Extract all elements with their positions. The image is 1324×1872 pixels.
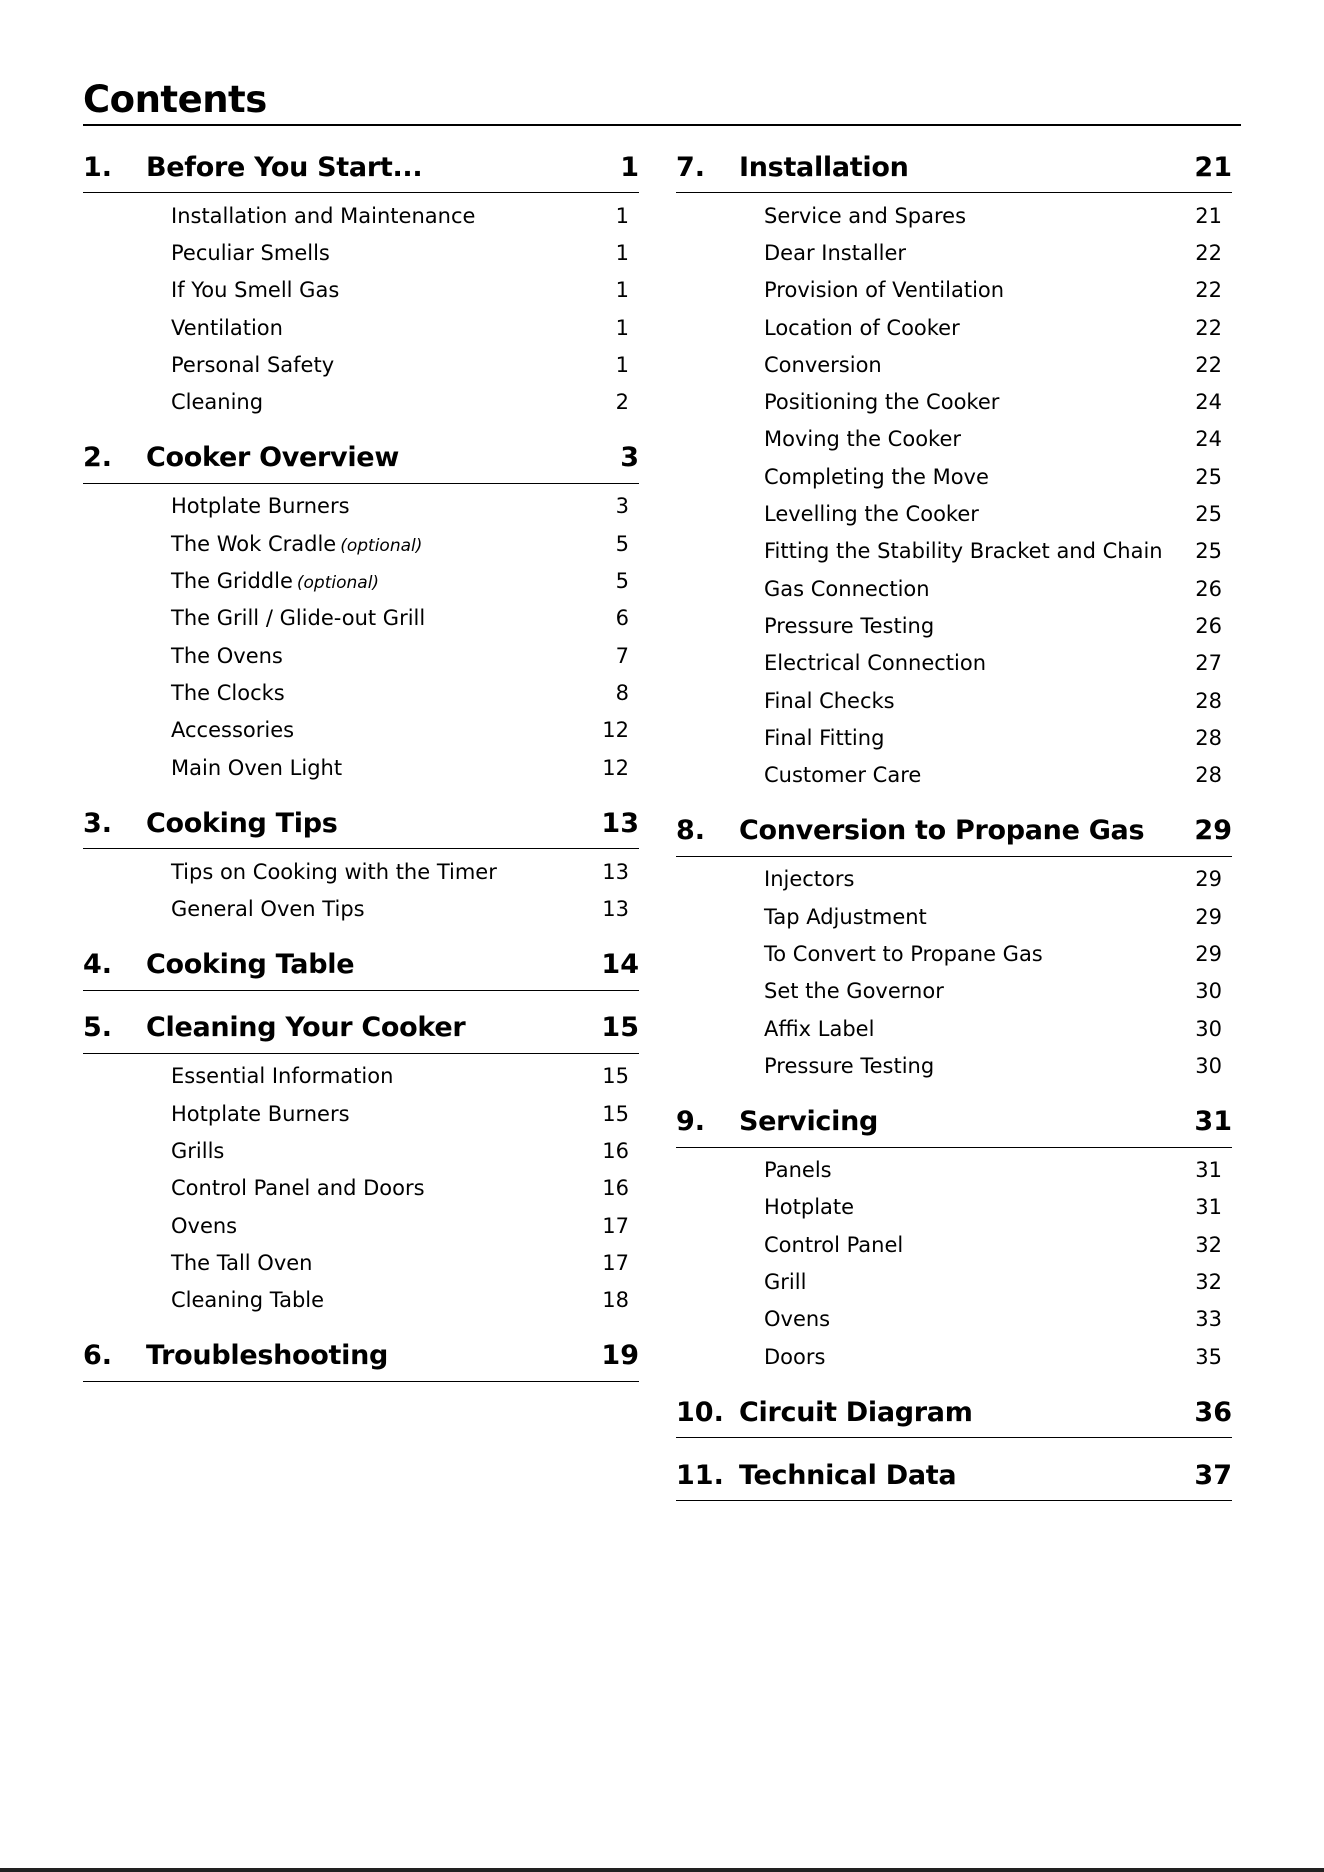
section-page-number: 31 [1194, 1106, 1232, 1138]
entry-page-number: 30 [1195, 1053, 1222, 1078]
toc-entry[interactable] [676, 1338, 1232, 1375]
toc-entry[interactable] [83, 637, 639, 674]
toc-entry[interactable] [83, 1058, 639, 1095]
entry-page-number: 1 [615, 278, 629, 303]
section-title: Circuit Diagram [739, 1396, 973, 1428]
entry-title: Tap Adjustment [764, 904, 927, 929]
entry-title-wrap [764, 614, 1162, 638]
toc-entry[interactable] [676, 756, 1232, 793]
entry-page-number: 31 [1195, 1158, 1222, 1183]
entry-title: Levelling the Cooker [764, 502, 979, 527]
toc-entry[interactable] [676, 861, 1232, 898]
entry-title: Location of Cooker [764, 315, 960, 340]
entry-page-number: 28 [1195, 725, 1222, 750]
toc-entry-list [83, 193, 639, 421]
entry-title-wrap [764, 942, 1162, 966]
section-page-number: 29 [1194, 815, 1232, 847]
entry-title: Completing the Move [764, 464, 989, 489]
entry-title: Hotplate Burners [171, 1101, 350, 1126]
entry-title: Cleaning [171, 390, 264, 415]
entry-page-number: 5 [615, 531, 629, 556]
entry-page-number: 16 [602, 1176, 629, 1201]
entry-title-wrap [171, 1102, 569, 1126]
entry-page-number: 8 [615, 680, 629, 705]
toc-entry[interactable] [676, 1301, 1232, 1338]
entry-title: Doors [764, 1344, 826, 1369]
entry-title: Peculiar Smells [171, 240, 330, 265]
entry-page-number: 21 [1195, 203, 1222, 228]
entry-title: To Convert to Propane Gas [764, 941, 1043, 966]
entry-title: Panels [764, 1158, 832, 1183]
toc-entry[interactable] [676, 719, 1232, 756]
toc-entry[interactable] [676, 309, 1232, 346]
entry-title-wrap [171, 353, 569, 377]
entry-title: The Tall Oven [171, 1250, 313, 1275]
entry-title: Conversion [764, 352, 882, 377]
toc-section [676, 142, 1232, 794]
entry-page-number: 22 [1195, 278, 1222, 303]
entry-title-wrap [171, 1064, 569, 1088]
toc-entry[interactable] [676, 495, 1232, 532]
toc-section-heading[interactable] [676, 142, 1232, 193]
entry-title-wrap [171, 756, 569, 780]
entry-page-number: 30 [1195, 979, 1222, 1004]
section-page-number: 19 [601, 1340, 639, 1372]
toc-section [83, 142, 639, 421]
section-title: Cooker Overview [146, 442, 399, 474]
entry-title: The Wok Cradle [171, 531, 337, 556]
toc-entry[interactable] [83, 1244, 639, 1281]
section-number: 6. [83, 1340, 113, 1372]
section-page-number: 36 [1194, 1396, 1232, 1428]
entry-title-wrap [171, 897, 569, 921]
toc-entry[interactable] [676, 1152, 1232, 1189]
toc-right-column [676, 142, 1232, 1513]
entry-title-wrap [171, 606, 569, 630]
entry-title-wrap [171, 532, 569, 556]
section-title: Technical Data [739, 1459, 957, 1491]
entry-title: Gas Connection [764, 576, 930, 601]
entry-title: If You Smell Gas [171, 278, 340, 303]
toc-entry[interactable] [83, 197, 639, 234]
entry-page-number: 17 [602, 1250, 629, 1275]
toc-section-heading[interactable] [83, 433, 639, 484]
entry-page-number: 26 [1195, 613, 1222, 638]
toc-entry[interactable] [676, 1263, 1232, 1300]
section-title: Cleaning Your Cooker [146, 1012, 466, 1044]
toc-section-heading[interactable] [83, 1003, 639, 1054]
toc-entry[interactable] [83, 1132, 639, 1169]
entry-page-number: 1 [615, 203, 629, 228]
toc-entry-list [676, 193, 1232, 794]
entry-title-wrap [764, 390, 1162, 414]
entry-title-wrap [171, 860, 569, 884]
entry-title: Moving the Cooker [764, 427, 962, 452]
entry-title-wrap [764, 502, 1162, 526]
section-number: 10. [676, 1396, 724, 1428]
toc-entry-list [676, 857, 1232, 1085]
entry-title: Grills [171, 1138, 225, 1163]
entry-page-number: 2 [615, 390, 629, 415]
entry-page-number: 1 [615, 240, 629, 265]
section-title: Troubleshooting [146, 1340, 389, 1372]
toc-entry[interactable] [676, 272, 1232, 309]
entry-title: Control Panel and Doors [171, 1176, 425, 1201]
entry-page-number: 35 [1195, 1344, 1222, 1369]
entry-page-number: 29 [1195, 941, 1222, 966]
section-number: 11. [676, 1459, 724, 1491]
entry-title: Service and Spares [764, 203, 967, 228]
toc-section-heading[interactable] [83, 1331, 639, 1382]
toc-entry[interactable] [83, 712, 639, 749]
entry-title-wrap [764, 278, 1162, 302]
entry-title: Tips on Cooking with the Timer [171, 859, 497, 884]
toc-entry[interactable] [676, 234, 1232, 271]
section-page-number: 21 [1194, 151, 1232, 183]
entry-page-number: 28 [1195, 763, 1222, 788]
entry-title-wrap [764, 316, 1162, 340]
entry-page-number: 30 [1195, 1016, 1222, 1041]
entry-page-number: 26 [1195, 576, 1222, 601]
section-number: 7. [676, 151, 706, 183]
entry-title: Pressure Testing [764, 613, 935, 638]
entry-title: The Ovens [171, 643, 283, 668]
entry-title: Injectors [764, 867, 855, 892]
toc-entry[interactable] [676, 346, 1232, 383]
entry-title: Ventilation [171, 315, 283, 340]
toc-entry[interactable] [676, 533, 1232, 570]
toc-section [83, 1003, 639, 1319]
toc-left-column [83, 142, 639, 1394]
entry-title-wrap [171, 494, 569, 518]
toc-entry[interactable] [83, 562, 639, 599]
entry-page-number: 29 [1195, 867, 1222, 892]
toc-section [83, 940, 639, 991]
entry-title: Final Fitting [764, 725, 885, 750]
toc-section [676, 1387, 1232, 1438]
section-number: 1. [83, 151, 113, 183]
entry-title-wrap [764, 905, 1162, 929]
entry-title: Personal Safety [171, 352, 335, 377]
entry-title: The Grill / Glide-out Grill [171, 606, 426, 631]
entry-title-wrap [764, 204, 1162, 228]
entry-page-number: 22 [1195, 352, 1222, 377]
entry-page-number: 29 [1195, 904, 1222, 929]
entry-title-wrap [171, 569, 569, 593]
toc-entry[interactable] [676, 1010, 1232, 1047]
section-title: Servicing [739, 1106, 879, 1138]
toc-section-heading[interactable] [676, 1450, 1232, 1501]
entry-page-number: 28 [1195, 688, 1222, 713]
toc-entry[interactable] [676, 421, 1232, 458]
toc-entry[interactable] [676, 197, 1232, 234]
toc-entry[interactable] [83, 749, 639, 786]
entry-page-number: 5 [615, 569, 629, 594]
page-footer-rule [0, 1868, 1324, 1872]
section-number: 3. [83, 807, 113, 839]
toc-entry-list [83, 849, 639, 928]
entry-title-wrap [171, 644, 569, 668]
toc-entry[interactable] [676, 935, 1232, 972]
entry-title-wrap [764, 1270, 1162, 1294]
entry-title-wrap [764, 763, 1162, 787]
toc-entry[interactable] [676, 383, 1232, 420]
toc-entry[interactable] [83, 346, 639, 383]
entry-title-wrap [764, 689, 1162, 713]
entry-title: Fitting the Stability Bracket and Chain [764, 539, 1163, 564]
toc-entry[interactable] [83, 600, 639, 637]
entry-title-wrap [171, 718, 569, 742]
entry-title-wrap [171, 1214, 569, 1238]
entry-page-number: 17 [602, 1213, 629, 1238]
section-page-number: 37 [1194, 1459, 1232, 1491]
entry-title-wrap [764, 1158, 1162, 1182]
entry-page-number: 13 [602, 859, 629, 884]
toc-section-heading[interactable] [676, 806, 1232, 857]
entry-title: General Oven Tips [171, 897, 365, 922]
toc-section [676, 1450, 1232, 1501]
toc-entry[interactable] [676, 1189, 1232, 1226]
section-title: Cooking Tips [146, 807, 338, 839]
entry-title: Electrical Connection [764, 651, 987, 676]
toc-entry[interactable] [83, 1170, 639, 1207]
toc-entry[interactable] [676, 1226, 1232, 1263]
toc-entry[interactable] [83, 234, 639, 271]
entry-title-wrap [171, 204, 569, 228]
entry-title: Essential Information [171, 1064, 394, 1089]
toc-entry[interactable] [83, 272, 639, 309]
entry-page-number: 31 [1195, 1195, 1222, 1220]
entry-page-number: 3 [615, 494, 629, 519]
section-title: Conversion to Propane Gas [739, 815, 1145, 847]
toc-section-heading[interactable] [676, 1387, 1232, 1438]
toc-section-heading[interactable] [676, 1097, 1232, 1148]
entry-page-number: 25 [1195, 502, 1222, 527]
entry-title-wrap [171, 241, 569, 265]
entry-title-wrap [171, 681, 569, 705]
entry-title: Dear Installer [764, 240, 907, 265]
entry-title-wrap [764, 1017, 1162, 1041]
entry-title-wrap [171, 316, 569, 340]
toc-entry[interactable] [83, 383, 639, 420]
toc-entry-list [676, 1148, 1232, 1376]
entry-title: Provision of Ventilation [764, 278, 1005, 303]
section-page-number: 3 [620, 442, 639, 474]
entry-page-number: 15 [602, 1064, 629, 1089]
toc-section [676, 1097, 1232, 1376]
entry-title: Installation and Maintenance [171, 203, 476, 228]
entry-page-number: 24 [1195, 427, 1222, 452]
entry-page-number: 12 [602, 755, 629, 780]
entry-page-number: 13 [602, 897, 629, 922]
toc-entry[interactable] [676, 607, 1232, 644]
entry-title-wrap [764, 1345, 1162, 1369]
toc-entry[interactable] [83, 674, 639, 711]
entry-title-wrap [764, 465, 1162, 489]
entry-title-wrap [764, 979, 1162, 1003]
toc-section-heading[interactable] [83, 142, 639, 193]
entry-title: Cleaning Table [171, 1288, 325, 1313]
section-title: Installation [739, 151, 909, 183]
entry-title: Main Oven Light [171, 755, 343, 780]
toc-entry[interactable] [676, 682, 1232, 719]
toc-entry[interactable] [83, 853, 639, 890]
entry-title: Accessories [171, 718, 295, 743]
entry-title: Hotplate Burners [171, 494, 350, 519]
entry-page-number: 15 [602, 1101, 629, 1126]
entry-title-wrap [764, 539, 1163, 563]
section-number: 5. [83, 1012, 113, 1044]
entry-title-wrap [764, 241, 1162, 265]
entry-page-number: 12 [602, 718, 629, 743]
entry-title-wrap [764, 353, 1162, 377]
entry-title-wrap [764, 577, 1162, 601]
toc-section-heading[interactable] [83, 798, 639, 849]
entry-title: Ovens [171, 1213, 238, 1238]
entry-title: Hotplate [764, 1195, 855, 1220]
entry-title-wrap [764, 726, 1162, 750]
entry-note: (optional) [340, 535, 423, 556]
entry-title: Grill [764, 1270, 807, 1295]
entry-title: Final Checks [764, 688, 895, 713]
toc-entry[interactable] [83, 1207, 639, 1244]
toc-section [676, 806, 1232, 1085]
toc-section [83, 1331, 639, 1382]
entry-title: Customer Care [764, 763, 922, 788]
toc-section-heading[interactable] [83, 940, 639, 991]
entry-page-number: 25 [1195, 539, 1222, 564]
entry-title-wrap [171, 1251, 569, 1275]
entry-title-wrap [171, 390, 569, 414]
toc-entry[interactable] [676, 898, 1232, 935]
toc-entry[interactable] [83, 525, 639, 562]
entry-title: The Griddle [171, 569, 293, 594]
toc-entry[interactable] [676, 645, 1232, 682]
section-page-number: 15 [601, 1012, 639, 1044]
toc-entry[interactable] [676, 973, 1232, 1010]
entry-title: The Clocks [171, 680, 285, 705]
entry-title-wrap [764, 1307, 1162, 1331]
entry-page-number: 1 [615, 352, 629, 377]
section-number: 2. [83, 442, 113, 474]
section-page-number: 13 [601, 807, 639, 839]
entry-page-number: 32 [1195, 1270, 1222, 1295]
section-page-number: 14 [601, 949, 639, 981]
entry-page-number: 24 [1195, 390, 1222, 415]
entry-page-number: 27 [1195, 651, 1222, 676]
title-divider [83, 124, 1241, 126]
toc-entry[interactable] [676, 458, 1232, 495]
entry-note: (optional) [296, 573, 380, 594]
entry-page-number: 22 [1195, 315, 1222, 340]
section-title: Cooking Table [146, 949, 355, 981]
entry-page-number: 1 [615, 315, 629, 340]
entry-page-number: 6 [615, 606, 629, 631]
section-page-number: 1 [620, 151, 639, 183]
entry-title-wrap [764, 427, 1162, 451]
entry-title-wrap [171, 1288, 569, 1312]
entry-page-number: 32 [1195, 1232, 1222, 1257]
entry-title: Affix Label [764, 1016, 875, 1041]
toc-section [83, 798, 639, 928]
entry-title-wrap [764, 1054, 1162, 1078]
entry-title: Pressure Testing [764, 1053, 935, 1078]
entry-title: Set the Governor [764, 979, 944, 1004]
entry-page-number: 22 [1195, 240, 1222, 265]
toc-entry-list [83, 1054, 639, 1319]
toc-entry[interactable] [83, 1095, 639, 1132]
entry-title-wrap [171, 1176, 569, 1200]
toc-section [83, 433, 639, 786]
entry-title-wrap [171, 1139, 569, 1163]
entry-title-wrap [171, 278, 569, 302]
toc-entry[interactable] [83, 488, 639, 525]
section-number: 8. [676, 815, 706, 847]
toc-entry[interactable] [83, 309, 639, 346]
entry-title: Positioning the Cooker [764, 390, 1000, 415]
entry-page-number: 18 [602, 1288, 629, 1313]
toc-entry[interactable] [676, 570, 1232, 607]
entry-page-number: 25 [1195, 464, 1222, 489]
toc-entry[interactable] [676, 1047, 1232, 1084]
entry-page-number: 7 [615, 643, 629, 668]
entry-page-number: 33 [1195, 1307, 1222, 1332]
toc-entry[interactable] [83, 890, 639, 927]
section-title: Before You Start... [146, 151, 423, 183]
entry-title-wrap [764, 651, 1162, 675]
entry-title-wrap [764, 867, 1162, 891]
entry-page-number: 16 [602, 1138, 629, 1163]
section-number: 4. [83, 949, 113, 981]
entry-title-wrap [764, 1233, 1162, 1257]
page-title: Contents [83, 78, 267, 121]
section-number: 9. [676, 1106, 706, 1138]
entry-title: Control Panel [764, 1232, 904, 1257]
toc-entry-list [83, 484, 639, 786]
entry-title-wrap [764, 1195, 1162, 1219]
toc-entry[interactable] [83, 1282, 639, 1319]
entry-title: Ovens [764, 1307, 831, 1332]
